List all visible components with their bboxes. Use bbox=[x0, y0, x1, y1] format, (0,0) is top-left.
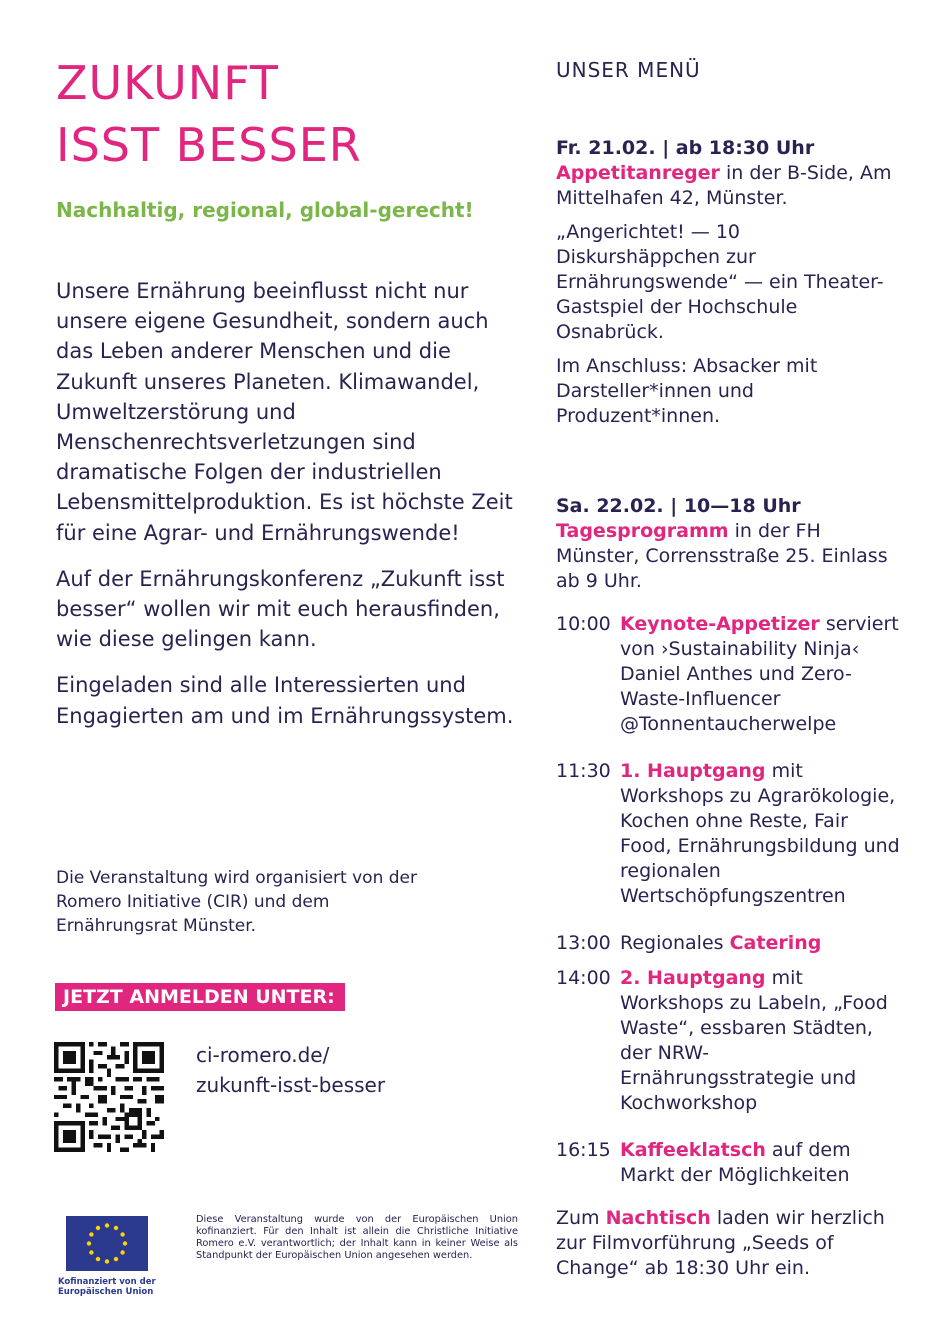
register-banner: JETZT ANMELDEN UNTER: bbox=[55, 983, 345, 1011]
schedule-highlight: Catering bbox=[729, 932, 822, 954]
page-title bbox=[56, 52, 362, 176]
eu-disclaimer: Diese Veranstaltung wurde von der Europäischen Union kofinanziert. Für den Inhalt ist allein die Christliche Initiative Romero e.V. verantwortlich; der Inhalt kann in keiner Weise als Standpunkt der Europäischen Union angesehen werden. bbox=[196, 1214, 518, 1261]
eu-star bbox=[114, 1226, 118, 1230]
dessert-note bbox=[556, 1206, 901, 1281]
schedule-text: mit Workshops zu Agrarökologie, Kochen ohne Reste, Fair Food, Ernährungsbildung und regionalen Wertschöpfungszentren bbox=[620, 760, 900, 907]
eu-star bbox=[96, 1257, 100, 1261]
eu-star bbox=[105, 1259, 109, 1263]
dessert-pre: Zum bbox=[556, 1207, 606, 1229]
qr-code-icon[interactable] bbox=[54, 1042, 164, 1152]
schedule-highlight: 2. Hauptgang bbox=[620, 967, 766, 989]
intro-text bbox=[56, 276, 526, 747]
organizer-note: Die Veranstaltung wird organisiert von der Romero Initiative (CIR) und dem Ernährungsrat Münster. bbox=[56, 868, 417, 936]
eu-star bbox=[89, 1250, 93, 1254]
intro-paragraph-1: Unsere Ernährung beeinflusst nicht nur unsere eigene Gesundheit, sondern auch das Leben anderer Menschen und die Zukunft unseres Planeten. Klimawandel, Umweltzerstörung und Menschenrechtsverletzungen sind dramatische Folgen der industriellen Lebensmittelproduktion. Es ist höchste Zeit für eine Agrar- und Ernährungswende! bbox=[56, 279, 513, 545]
schedule-item bbox=[556, 966, 901, 1116]
title-line-2: ISST BESSER bbox=[56, 118, 362, 172]
day2-block bbox=[556, 494, 901, 594]
url-line-2: zukunft-isst-besser bbox=[196, 1073, 386, 1097]
day1-intro bbox=[556, 161, 901, 211]
eu-star bbox=[96, 1226, 100, 1230]
eu-star bbox=[120, 1250, 124, 1254]
eu-star bbox=[120, 1232, 124, 1236]
eu-star bbox=[89, 1232, 93, 1236]
eu-star bbox=[123, 1241, 127, 1245]
intro-paragraph-3: Eingeladen sind alle Interessierten und Engagierten am und im Ernährungssystem. bbox=[56, 673, 514, 728]
title-line-1: ZUKUNFT bbox=[56, 56, 279, 110]
menu-title: UNSER MENÜ bbox=[556, 58, 701, 82]
day1-date: Fr. 21.02. | ab 18:30 Uhr bbox=[556, 137, 815, 159]
schedule-pre: Regionales bbox=[620, 932, 730, 954]
schedule-time: 14:00 bbox=[556, 967, 611, 989]
dessert-highlight: Nachtisch bbox=[605, 1207, 711, 1229]
schedule-item bbox=[556, 1138, 901, 1188]
day2-highlight: Tagesprogramm bbox=[556, 520, 729, 542]
day2-date: Sa. 22.02. | 10—18 Uhr bbox=[556, 495, 801, 517]
schedule-item bbox=[556, 931, 901, 956]
eu-flag-icon bbox=[66, 1216, 148, 1271]
eu-caption-line-1: Kofinanziert von der bbox=[58, 1277, 156, 1287]
eu-caption-line-2: Europäischen Union bbox=[58, 1287, 154, 1297]
schedule-text: mit Workshops zu Labeln, „Food Waste“, essbaren Städten, der NRW-Ernährungsstrategie und Kochworkshop bbox=[620, 967, 888, 1114]
schedule-time: 11:30 bbox=[556, 760, 611, 782]
schedule-time: 16:15 bbox=[556, 1139, 611, 1161]
day1-location: in der B-Side, Am Mittelhafen 42, Münster. bbox=[556, 162, 892, 209]
day1-play: „Angerichtet! — 10 Diskurshäppchen zur Ernährungswende“ — ein Theater-Gastspiel der Hochschule Osnabrück. bbox=[556, 221, 884, 343]
registration-link[interactable] bbox=[196, 1040, 385, 1100]
schedule-item bbox=[556, 759, 901, 909]
schedule-highlight: 1. Hauptgang bbox=[620, 760, 766, 782]
intro-paragraph-2: Auf der Ernährungskonferenz „Zukunft isst besser“ wollen wir mit euch herausfinden, wie diese gelingen kann. bbox=[56, 566, 505, 652]
day1-highlight: Appetitanreger bbox=[556, 162, 720, 184]
eu-caption bbox=[58, 1277, 156, 1297]
schedule bbox=[556, 612, 901, 1281]
day2-location: in der FH Münster, Corrensstraße 25. Einlass ab 9 Uhr. bbox=[556, 520, 888, 592]
schedule-time: 10:00 bbox=[556, 613, 611, 635]
eu-star bbox=[114, 1257, 118, 1261]
schedule-item bbox=[556, 612, 901, 737]
schedule-text: auf dem Markt der Möglichkeiten bbox=[620, 1139, 851, 1186]
schedule-time: 13:00 bbox=[556, 932, 611, 954]
schedule-highlight: Kaffeeklatsch bbox=[620, 1139, 766, 1161]
eu-star bbox=[105, 1223, 109, 1227]
url-line-1: ci-romero.de/ bbox=[196, 1043, 330, 1067]
schedule-text: serviert von ›Sustainability Ninja‹ Daniel Anthes und Zero-Waste-Influencer @Tonnentaucherwelpe bbox=[620, 613, 899, 735]
day2-intro bbox=[556, 519, 901, 594]
dessert-text: laden wir herzlich zur Filmvorführung „Seeds of Change“ ab 18:30 Uhr ein. bbox=[556, 1207, 885, 1279]
tagline: Nachhaltig, regional, global-gerecht! bbox=[56, 198, 474, 222]
day1-block bbox=[556, 136, 901, 429]
schedule-highlight: Keynote-Appetizer bbox=[620, 613, 820, 635]
eu-star bbox=[87, 1241, 91, 1245]
day1-after: Im Anschluss: Absacker mit Darsteller*innen und Produzent*innen. bbox=[556, 355, 818, 427]
